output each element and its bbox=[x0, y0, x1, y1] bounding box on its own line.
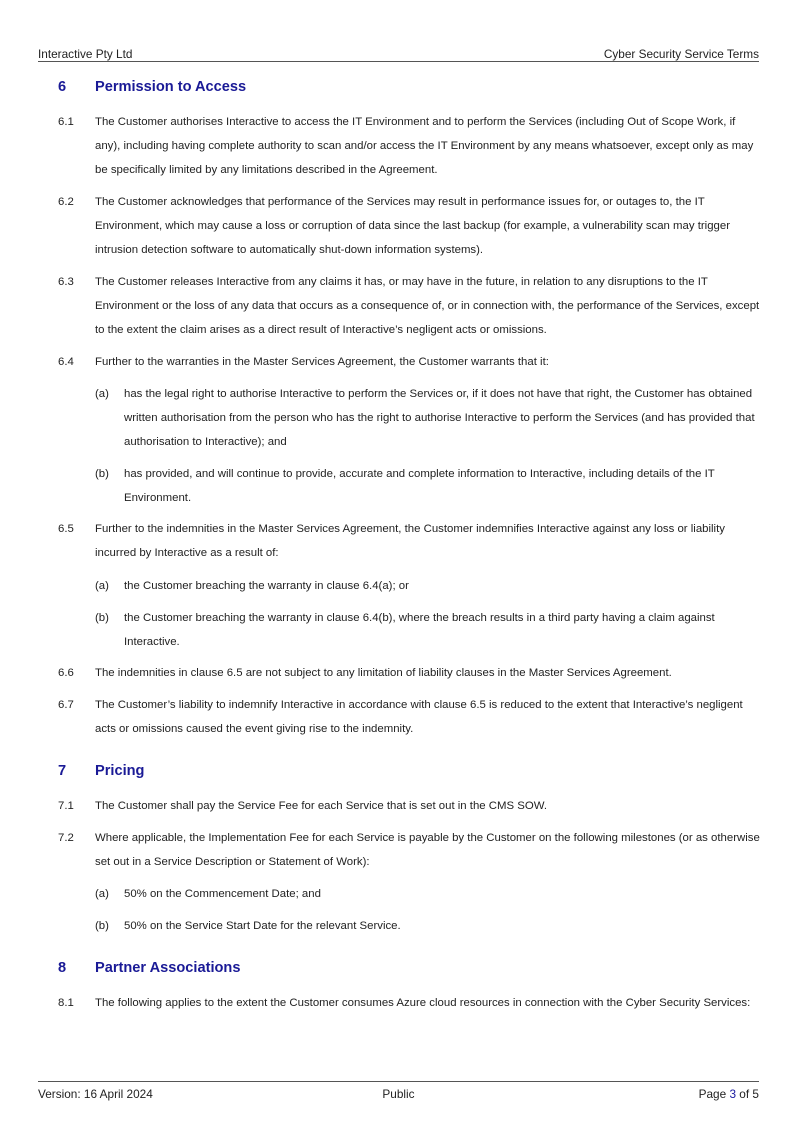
subclause-text: has the legal right to authorise Interactive to perform the Services or, if it does not have that right, the Customer has obtained written authorisation from the person who has the right to authorise Interactive to perform the Services (and has provided that authorisation to Interactive); and bbox=[124, 388, 755, 448]
section-heading-7 bbox=[58, 763, 144, 779]
clause-6-6 bbox=[58, 661, 760, 685]
header-company: Interactive Pty Ltd bbox=[38, 47, 133, 61]
clause-number: 6.6 bbox=[58, 667, 74, 679]
clause-6-2 bbox=[58, 190, 760, 262]
footer-classification: Public bbox=[382, 1087, 415, 1101]
clause-number: 6.4 bbox=[58, 356, 74, 368]
clause-text: Where applicable, the Implementation Fee for each Service is payable by the Customer on the following milestones (or as otherwise set out in a Service Description or Statement of Work): bbox=[95, 832, 760, 868]
clause-7-2 bbox=[58, 826, 760, 874]
page-footer bbox=[38, 1081, 759, 1101]
subclause-6-5-a bbox=[95, 574, 760, 598]
clause-text: The Customer authorises Interactive to access the IT Environment and to perform the Services (including Out of Scope Work, if any), including having complete authority to scan and/or access the IT Environment by any means whatsoever, except only as may be specifically limited by any limitations described in the Agreement. bbox=[95, 116, 754, 176]
subclause-7-2-a bbox=[95, 882, 760, 906]
section-title: Partner Associations bbox=[95, 960, 241, 976]
clause-8-1 bbox=[58, 991, 760, 1015]
clause-6-5 bbox=[58, 517, 760, 565]
clause-text: The following applies to the extent the Customer consumes Azure cloud resources in connection with the Cyber Security Services: bbox=[95, 997, 751, 1009]
subclause-text: 50% on the Commencement Date; and bbox=[124, 888, 321, 900]
subclause-7-2-b bbox=[95, 914, 760, 938]
subclause-number: (a) bbox=[95, 580, 109, 592]
subclause-number: (b) bbox=[95, 468, 109, 480]
clause-6-4 bbox=[58, 350, 760, 374]
clause-text: Further to the indemnities in the Master Services Agreement, the Customer indemnifies Interactive against any loss or liability incurred by Interactive as a result of: bbox=[95, 523, 725, 559]
clause-6-1 bbox=[58, 110, 760, 182]
section-heading-8 bbox=[58, 960, 240, 976]
clause-7-1 bbox=[58, 794, 760, 818]
clause-6-7 bbox=[58, 693, 760, 741]
clause-text: The indemnities in clause 6.5 are not subject to any limitation of liability clauses in the Master Services Agreement. bbox=[95, 667, 672, 679]
section-title: Permission to Access bbox=[95, 79, 247, 95]
clause-text: The Customer releases Interactive from any claims it has, or may have in the future, in relation to any disruptions to the IT Environment or the loss of any data that occurs as a consequence of, or in connection with, the performance of the Services, except to the extent the claim arises as a direct result of Interactive’s negligent acts or omissions. bbox=[95, 276, 760, 336]
subclause-text: the Customer breaching the warranty in clause 6.4(a); or bbox=[124, 580, 409, 592]
subclause-6-4-b bbox=[95, 462, 760, 510]
subclause-number: (b) bbox=[95, 920, 109, 932]
subclause-6-4-a bbox=[95, 382, 760, 454]
section-heading-6 bbox=[58, 79, 246, 95]
clause-number: 6.3 bbox=[58, 276, 74, 288]
clause-number: 7.2 bbox=[58, 832, 74, 844]
clause-number: 6.7 bbox=[58, 699, 74, 711]
clause-number: 7.1 bbox=[58, 800, 74, 812]
clause-6-3 bbox=[58, 270, 760, 342]
clause-number: 8.1 bbox=[58, 997, 74, 1009]
clause-text: Further to the warranties in the Master Services Agreement, the Customer warrants that it: bbox=[95, 356, 549, 368]
subclause-text: the Customer breaching the warranty in clause 6.4(b), where the breach results in a third party having a claim against Interactive. bbox=[124, 612, 715, 648]
section-number: 7 bbox=[58, 763, 67, 779]
page-number-prefix: Page bbox=[698, 1087, 730, 1101]
section-number: 6 bbox=[58, 79, 67, 95]
subclause-text: 50% on the Service Start Date for the relevant Service. bbox=[124, 920, 401, 932]
page-header bbox=[38, 47, 759, 62]
page-number-suffix: of 5 bbox=[736, 1087, 759, 1101]
clause-number: 6.5 bbox=[58, 523, 74, 535]
subclause-number: (a) bbox=[95, 388, 109, 400]
footer-version: Version: 16 April 2024 bbox=[38, 1087, 153, 1101]
clause-number: 6.1 bbox=[58, 116, 74, 128]
header-document-title: Cyber Security Service Terms bbox=[603, 47, 759, 61]
page-number-current: 3 bbox=[729, 1087, 737, 1101]
clause-text: The Customer acknowledges that performance of the Services may result in performance issues for, or outages to, the IT Environment, which may cause a loss or corruption of data since the last backup (for example, a vulnerability scan may trigger intrusion detection software to automatically shut-down information systems). bbox=[95, 196, 731, 256]
subclause-6-5-b bbox=[95, 606, 760, 654]
section-title: Pricing bbox=[95, 763, 145, 779]
section-number: 8 bbox=[58, 960, 67, 976]
subclause-text: has provided, and will continue to provide, accurate and complete information to Interactive, including details of the IT Environment. bbox=[124, 468, 715, 504]
subclause-number: (a) bbox=[95, 888, 109, 900]
clause-number: 6.2 bbox=[58, 196, 74, 208]
subclause-number: (b) bbox=[95, 612, 109, 624]
clause-text: The Customer shall pay the Service Fee for each Service that is set out in the CMS SOW. bbox=[95, 800, 548, 812]
clause-text: The Customer’s liability to indemnify Interactive in accordance with clause 6.5 is reduced to the extent that Interactive’s negligent acts or omissions caused the event giving rise to the indemnity. bbox=[95, 699, 743, 735]
